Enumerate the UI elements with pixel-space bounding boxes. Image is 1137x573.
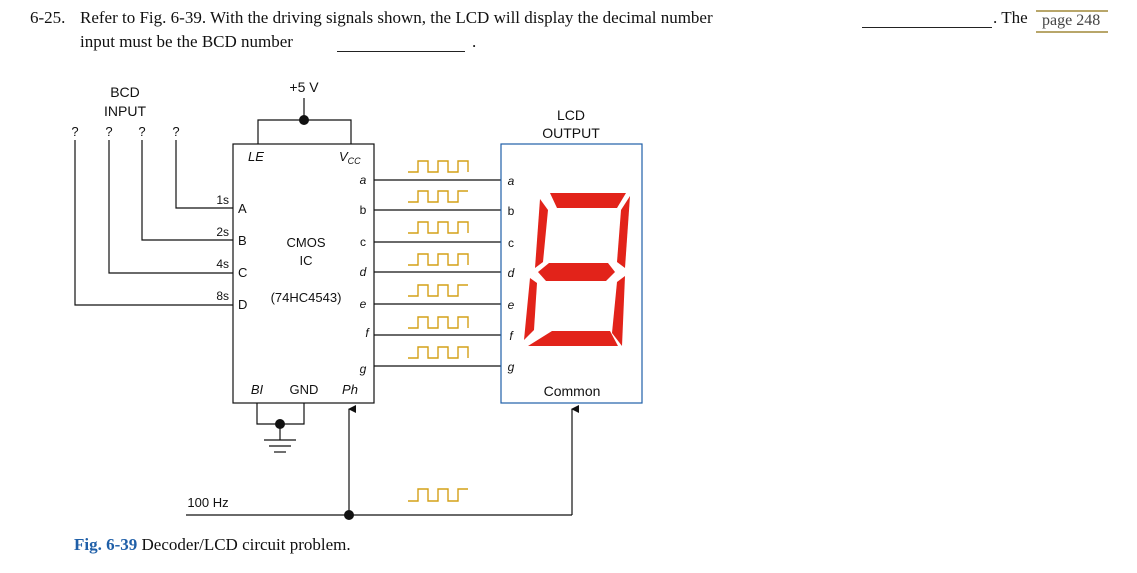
input-c-question-mark: ? xyxy=(105,124,113,139)
ic-pin-a: A xyxy=(238,201,247,216)
ic-name-line1: CMOS xyxy=(286,235,326,250)
figure-caption xyxy=(74,535,351,555)
ic-pin-gnd: GND xyxy=(289,382,319,397)
ic-name-line2: IC xyxy=(299,253,313,268)
ic-out-f: f xyxy=(365,326,369,340)
question-line-2-end: . xyxy=(472,32,477,51)
supply-junction-dot xyxy=(299,115,309,125)
ic-pin-b: B xyxy=(238,233,247,248)
clock-junction-dot xyxy=(344,510,354,520)
ic-out-e: e xyxy=(359,297,367,311)
lcd-in-d: d xyxy=(507,266,515,280)
lcd-in-g: g xyxy=(507,360,515,374)
caption-text: Decoder/LCD circuit problem. xyxy=(141,535,351,554)
lcd-in-e: e xyxy=(507,298,515,312)
supply-label: +5 V xyxy=(289,79,319,95)
ic-pin-d: D xyxy=(238,297,248,312)
lcd-in-a: a xyxy=(507,174,515,188)
weight-1s: 1s xyxy=(216,193,229,207)
lcd-in-f: f xyxy=(509,329,513,343)
caption-fig-number: Fig. 6-39 xyxy=(74,535,138,554)
ic-out-d: d xyxy=(359,265,367,279)
lcd-label-line2: OUTPUT xyxy=(542,125,600,141)
question-the-word: . The xyxy=(993,8,1028,27)
ic-out-g: g xyxy=(359,362,367,376)
lcd-common-label: Common xyxy=(543,383,601,399)
waveform-clock xyxy=(408,489,468,501)
question-number: 6-25. xyxy=(30,8,66,27)
ic-out-b: b xyxy=(359,203,367,217)
input-a-question-mark: ? xyxy=(172,124,180,139)
waveform-b xyxy=(408,191,468,202)
question-line-1: Refer to Fig. 6-39. With the driving signals shown, the LCD will display the decimal number xyxy=(80,8,713,27)
waveforms xyxy=(408,161,468,501)
ic-pin-le: LE xyxy=(248,149,264,164)
page-reference-tag: page 248 xyxy=(1036,10,1108,33)
input-d-question-mark: ? xyxy=(71,124,79,139)
waveform-a xyxy=(408,161,468,172)
ic-out-a: a xyxy=(359,173,367,187)
weight-8s: 8s xyxy=(216,289,229,303)
waveform-d xyxy=(408,254,468,265)
segment-a xyxy=(550,193,626,208)
segment-g xyxy=(538,263,615,281)
ic-out-c: c xyxy=(360,235,366,249)
clock-frequency-label: 100 Hz xyxy=(187,495,229,510)
weight-2s: 2s xyxy=(216,225,229,239)
waveform-e xyxy=(408,285,468,296)
input-wires xyxy=(75,140,233,305)
ic-vcc-label: $V_{CC}$ xyxy=(339,149,361,166)
question-line-2: input must be the BCD number xyxy=(80,32,293,51)
ic-pin-c: C xyxy=(238,265,248,280)
clock-wiring xyxy=(186,409,572,515)
waveform-c xyxy=(408,222,468,233)
lcd-in-b: b xyxy=(507,204,515,218)
lcd-label-line1: LCD xyxy=(556,107,586,123)
ic-pin-ph: Ph xyxy=(342,382,358,397)
cmos-ic-box xyxy=(233,144,374,403)
lcd-in-c: c xyxy=(508,236,514,250)
weight-4s: 4s xyxy=(216,257,229,271)
ic-pin-bi: BI xyxy=(250,382,264,397)
input-b-question-mark: ? xyxy=(138,124,146,139)
bcd-label-line1: BCD xyxy=(110,84,140,100)
bcd-label-line2: INPUT xyxy=(104,103,146,119)
segment-bus-lines xyxy=(374,180,501,366)
gnd-junction-dot xyxy=(275,419,285,429)
waveform-f xyxy=(408,317,468,328)
ic-part-number: (74HC4543) xyxy=(270,290,342,305)
waveform-g xyxy=(408,347,468,358)
